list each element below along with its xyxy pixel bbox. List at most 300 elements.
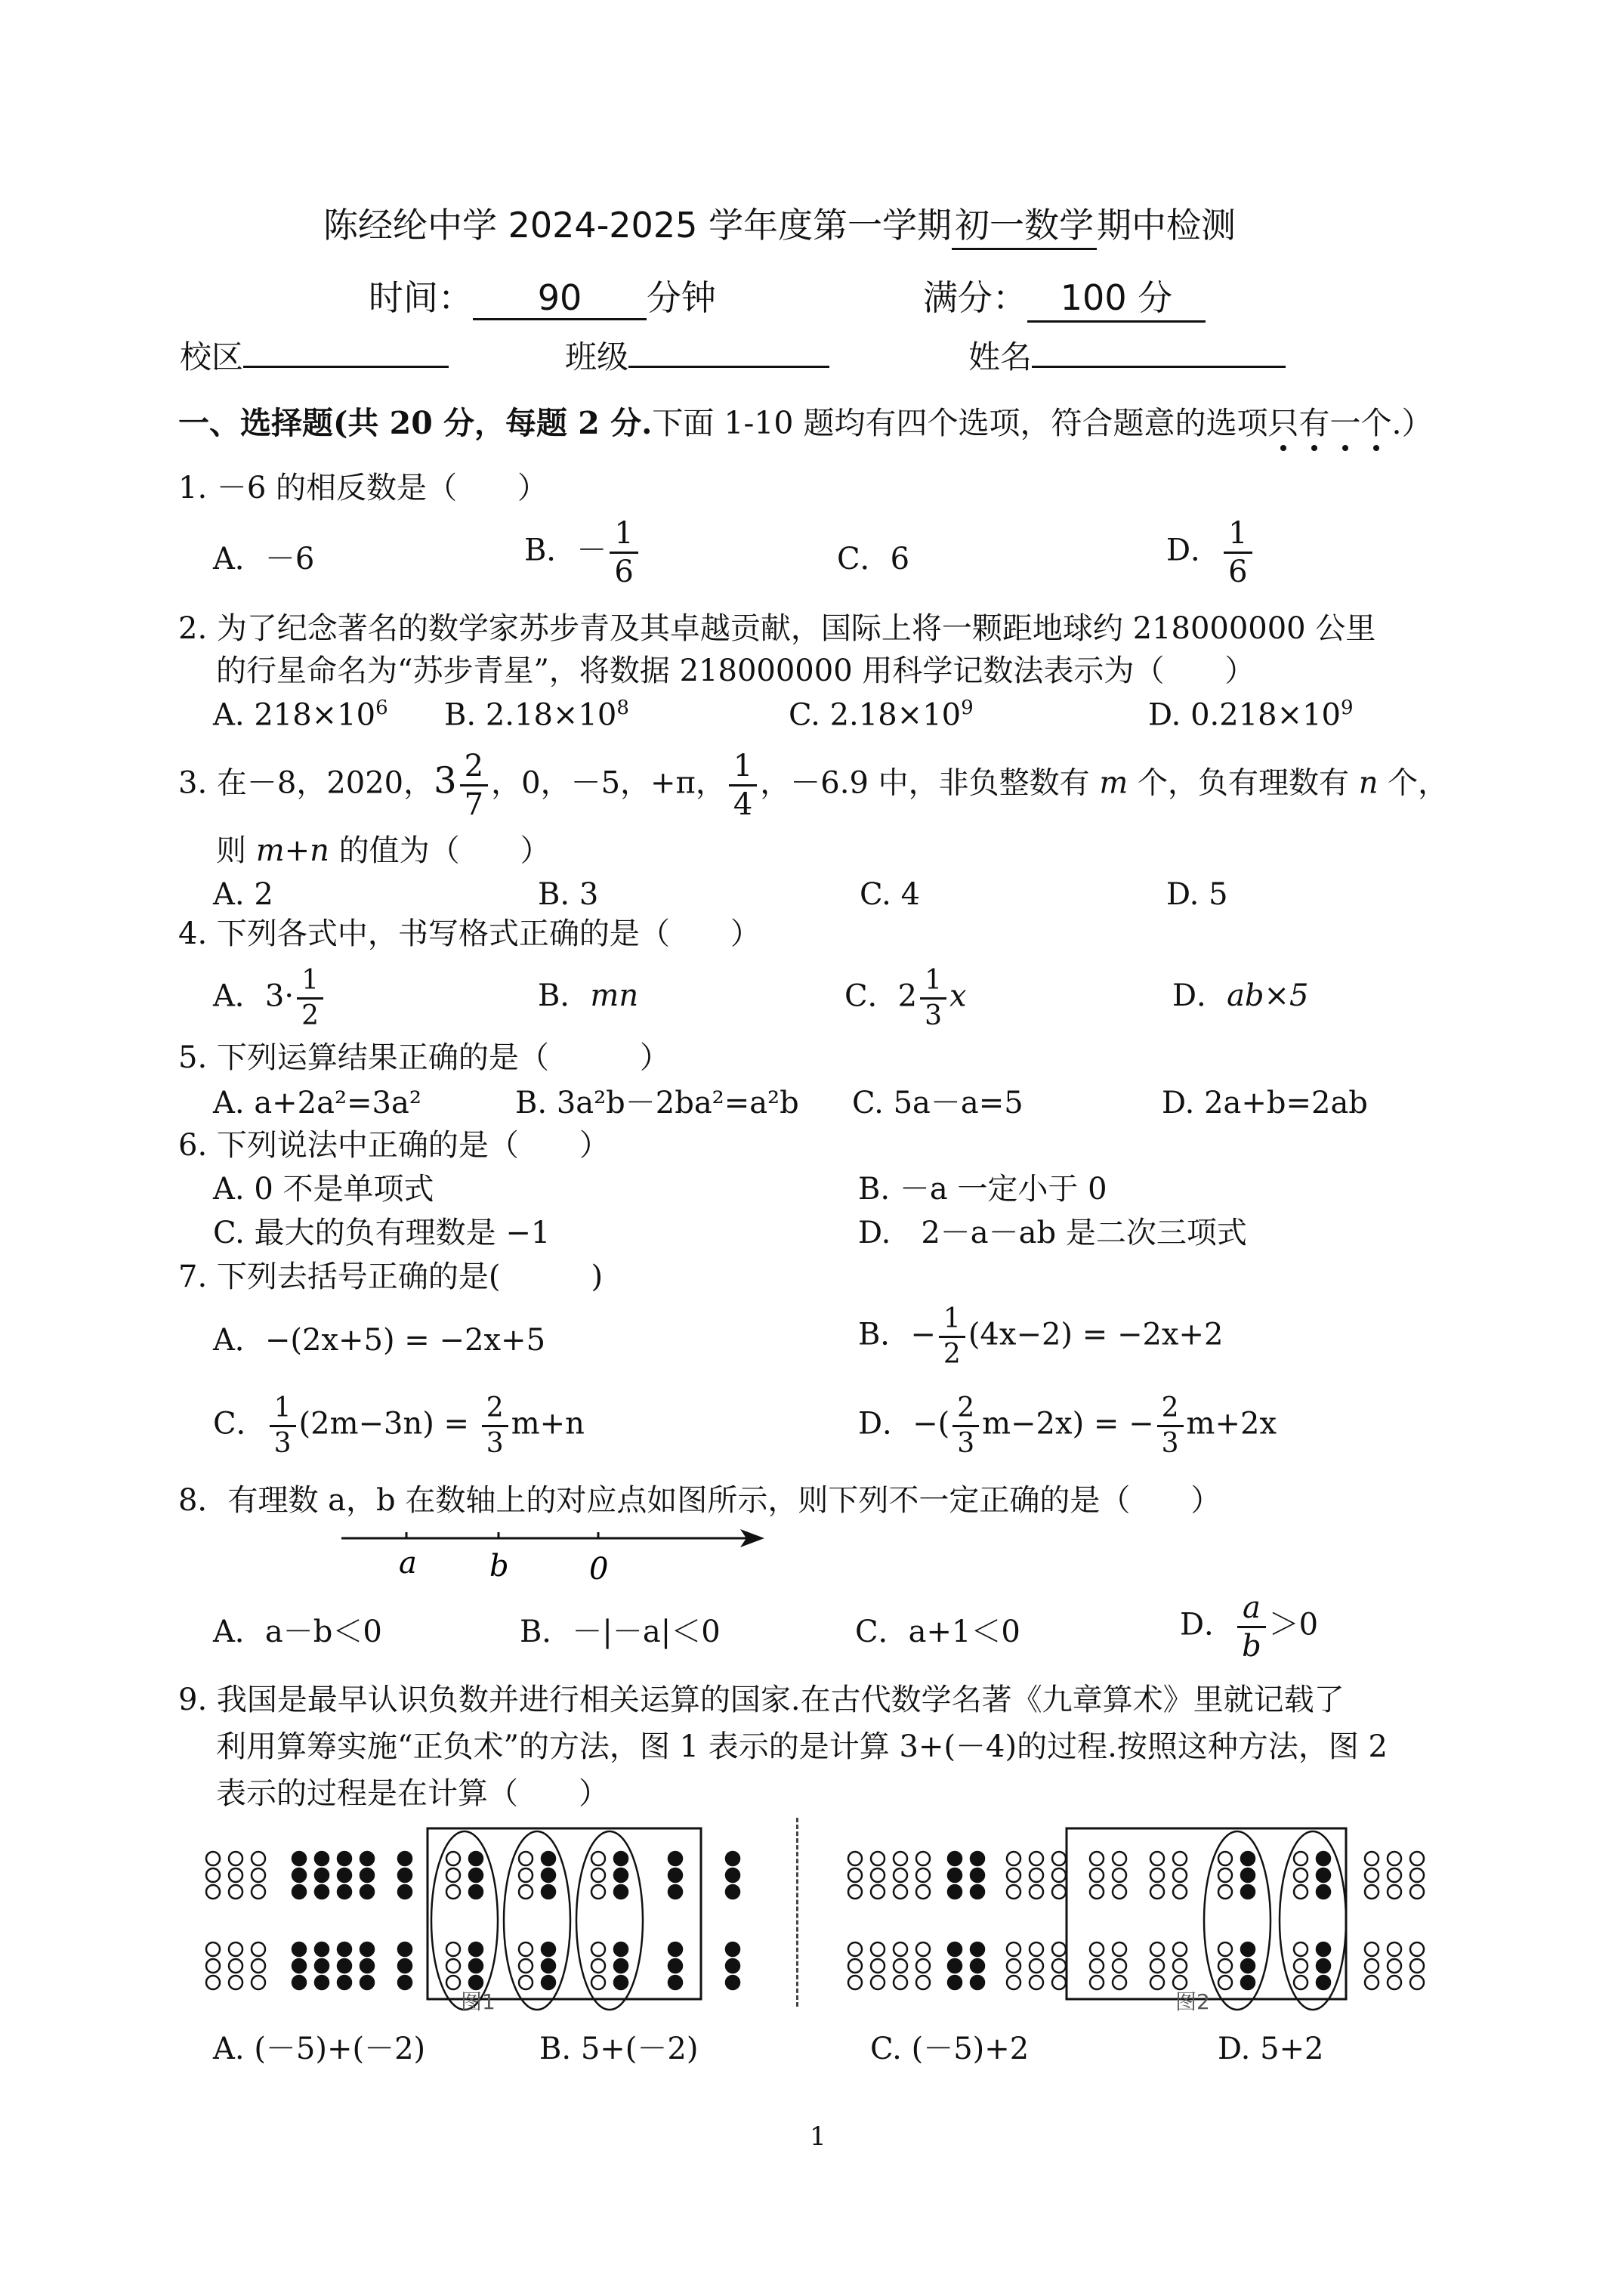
black-counter (542, 1852, 555, 1865)
figure-2-caption: 图2 (1175, 1989, 1210, 2014)
q4-option-c[interactable] (844, 967, 967, 1030)
black-counter (338, 1852, 351, 1865)
white-counter (1052, 1852, 1066, 1865)
white-counter (1007, 1942, 1020, 1956)
numerator: 2 (957, 1392, 975, 1423)
white-counter (1090, 1868, 1104, 1882)
q9-option-a[interactable]: A. (－5)+(－2) (213, 2032, 426, 2066)
q4-option-a[interactable] (213, 967, 326, 1030)
title-suffix: 期中检测 (1096, 205, 1236, 246)
white-counter (1113, 1885, 1126, 1899)
expression: (4x−2) = −2x+2 (968, 1317, 1224, 1352)
black-counter (360, 1942, 374, 1956)
q3-text: 则 (216, 833, 256, 868)
white-counter (1410, 1959, 1424, 1973)
black-counter (948, 1942, 962, 1956)
numerator: 1 (1228, 516, 1248, 551)
q3-text: ，－6.9 中，非负整数有 (760, 765, 1100, 801)
white-counter (1030, 1852, 1043, 1865)
white-counter (871, 1885, 885, 1899)
white-counter (1365, 1976, 1379, 1989)
white-counter (1113, 1976, 1126, 1989)
white-counter (1090, 1959, 1104, 1973)
numerator: 1 (273, 1392, 292, 1423)
black-counter (292, 1885, 306, 1899)
score-label: 满分： (923, 277, 1027, 318)
black-counter (292, 1959, 306, 1973)
white-counter (591, 1942, 605, 1956)
figure-1-caption: 图1 (461, 1989, 496, 2014)
emphasis-char: 个 (1360, 405, 1392, 441)
white-counter (1007, 1976, 1020, 1989)
exponent: 8 (616, 697, 629, 719)
q9-line1: 9. 我国是最早认识负数并进行相关运算的国家.在古代数学名著《九章算术》里就记载了 (178, 1683, 1345, 1717)
black-counter (315, 1976, 329, 1989)
white-counter (1150, 1959, 1164, 1973)
white-counter (1113, 1942, 1126, 1956)
q6-option-d[interactable]: D. 2－a－ab 是二次三项式 (858, 1216, 1247, 1250)
q8-option-c[interactable]: C．a+1＜0 (855, 1615, 1020, 1649)
q3-option-d[interactable]: D. 5 (1166, 877, 1228, 912)
black-counter (469, 1868, 483, 1882)
white-counter (894, 1868, 907, 1882)
black-counter (668, 1942, 682, 1956)
section-heading-end: .） (1391, 405, 1433, 441)
white-counter (446, 1976, 460, 1989)
q1-stem: 1. －6 的相反数是（ ） (178, 471, 548, 505)
black-counter (469, 1959, 483, 1973)
white-counter (1150, 1942, 1164, 1956)
pairing-ellipse (576, 1831, 643, 2010)
option-text: C. 2.18×10 (789, 697, 962, 733)
q6-stem: 6. 下列说法中正确的是（ ） (178, 1128, 610, 1163)
time-value: 90 (473, 277, 647, 320)
white-counter (1173, 1942, 1187, 1956)
numerator: 1 (301, 965, 319, 996)
q2-option-c[interactable] (789, 697, 974, 733)
white-counter (1388, 1885, 1401, 1899)
q1-option-b[interactable] (524, 518, 641, 587)
white-counter (1388, 1959, 1401, 1973)
title-subject: 初一数学 (952, 198, 1097, 250)
q3-text: 3. 在－8，2020， (178, 765, 434, 801)
option-label: C． (213, 1406, 267, 1442)
white-counter (229, 1885, 242, 1899)
q5-stem: 5. 下列运算结果正确的是（ ） (178, 1040, 670, 1075)
black-counter (1317, 1976, 1330, 1989)
q1-option-c[interactable]: C．6 (837, 542, 910, 576)
var-mn: m+n (255, 833, 329, 868)
black-counter (360, 1885, 374, 1899)
exam-title (323, 198, 1236, 250)
black-counter (971, 1976, 984, 1989)
white-counter (229, 1942, 242, 1956)
option-label: D． (1180, 1607, 1235, 1642)
black-counter (726, 1852, 739, 1865)
white-counter (1218, 1959, 1232, 1973)
denominator: 3 (482, 1425, 508, 1457)
black-counter (315, 1959, 329, 1973)
q8-option-a[interactable]: A．a－b＜0 (213, 1615, 382, 1649)
page-number: 1 (810, 2121, 826, 2152)
option-text: D. 0.218×10 (1148, 697, 1341, 733)
white-counter (1410, 1885, 1424, 1899)
q7-option-d[interactable] (858, 1392, 1277, 1459)
white-counter (871, 1959, 885, 1973)
white-counter (446, 1959, 460, 1973)
emphasis-char: 只 (1267, 405, 1299, 441)
q9-option-b[interactable]: B. 5+(－2) (539, 2032, 699, 2066)
q2-option-b[interactable] (444, 697, 629, 733)
numerator: 2 (464, 749, 484, 783)
fraction (460, 751, 488, 820)
score-row (923, 270, 1206, 323)
white-counter (591, 1868, 605, 1882)
numerator: 2 (486, 1392, 504, 1423)
white-counter (916, 1976, 930, 1989)
white-counter (1007, 1868, 1020, 1882)
white-counter (1113, 1852, 1126, 1865)
q8-option-d[interactable] (1180, 1590, 1319, 1664)
fraction (1224, 518, 1252, 587)
white-counter (1388, 1976, 1401, 1989)
black-counter (726, 1868, 739, 1882)
white-counter (206, 1959, 220, 1973)
white-counter (871, 1868, 885, 1882)
score-value: 100 分 (1027, 270, 1206, 323)
expression: m+2x (1186, 1406, 1277, 1442)
black-counter (668, 1852, 682, 1865)
white-counter (252, 1885, 265, 1899)
white-counter (229, 1852, 242, 1865)
white-counter (1218, 1852, 1232, 1865)
white-counter (1388, 1868, 1401, 1882)
white-counter (916, 1868, 930, 1882)
fraction (1237, 1590, 1266, 1664)
black-counter (315, 1852, 329, 1865)
black-counter (469, 1852, 483, 1865)
white-counter (871, 1976, 885, 1989)
numerator: 1 (943, 1303, 961, 1334)
black-counter (360, 1976, 374, 1989)
black-counter (668, 1959, 682, 1973)
white-counter (1388, 1852, 1401, 1865)
black-counter (398, 1976, 412, 1989)
q7-option-c[interactable] (213, 1392, 585, 1459)
white-counter (1410, 1942, 1424, 1956)
white-counter (1090, 1976, 1104, 1989)
q5-option-a[interactable]: A. a+2a²=3a² (213, 1086, 421, 1120)
black-counter (360, 1852, 374, 1865)
white-counter (1052, 1942, 1066, 1956)
white-counter (519, 1852, 533, 1865)
white-counter (1218, 1942, 1232, 1956)
q9-option-d[interactable]: D. 5+2 (1218, 2032, 1324, 2066)
q3-option-c[interactable]: C. 4 (860, 877, 921, 912)
time-label: 时间： (369, 277, 473, 318)
mixed-whole: 3 (434, 759, 457, 802)
black-counter (1317, 1885, 1330, 1899)
q2-line2: 的行星命名为“苏步青星”，将数据 218000000 用科学记数法表示为（ ） (216, 654, 1255, 688)
white-counter (1365, 1959, 1379, 1973)
expression: ＞0 (1268, 1607, 1319, 1642)
black-counter (292, 1976, 306, 1989)
black-counter (338, 1868, 351, 1882)
white-counter (1113, 1868, 1126, 1882)
counting-rod-figure-2 (840, 1813, 1444, 2032)
q3-line2 (216, 833, 551, 868)
black-counter (726, 1885, 739, 1899)
white-counter (894, 1942, 907, 1956)
white-counter (1052, 1868, 1066, 1882)
option-label: D．−( (858, 1406, 950, 1442)
white-counter (1218, 1976, 1232, 1989)
white-counter (446, 1852, 460, 1865)
black-counter (315, 1885, 329, 1899)
q8-option-b[interactable]: B．－|－a|＜0 (520, 1615, 721, 1649)
title-school: 陈经纶中学 2024-2025 学年度第一学期 (323, 205, 952, 246)
q9-line3: 表示的过程是在计算（ ） (216, 1776, 609, 1811)
name-label: 姓名 (968, 338, 1033, 375)
white-counter (1173, 1852, 1187, 1865)
white-counter (1030, 1885, 1043, 1899)
denominator: 6 (1224, 552, 1252, 587)
white-counter (446, 1942, 460, 1956)
black-counter (948, 1868, 962, 1882)
white-counter (591, 1852, 605, 1865)
numerator: 1 (733, 749, 753, 783)
black-counter (315, 1942, 329, 1956)
black-counter (469, 1885, 483, 1899)
white-counter (1294, 1976, 1308, 1989)
expression: ab×5 (1227, 978, 1309, 1013)
name-row (968, 332, 1286, 378)
q3-option-b[interactable]: B. 3 (538, 877, 599, 912)
pairing-ellipse (431, 1831, 498, 2010)
white-counter (1294, 1942, 1308, 1956)
emphasis-char: 一 (1329, 405, 1361, 441)
white-counter (206, 1942, 220, 1956)
white-counter (1173, 1959, 1187, 1973)
q5-option-b[interactable]: B. 3a²b－2ba²=a²b (515, 1086, 799, 1120)
black-counter (614, 1868, 628, 1882)
white-counter (229, 1959, 242, 1973)
white-counter (206, 1852, 220, 1865)
white-counter (1173, 1885, 1187, 1899)
white-counter (1365, 1852, 1379, 1865)
q7-option-a[interactable]: A．−(2x+5) = −2x+5 (213, 1323, 546, 1358)
fraction (297, 967, 323, 1030)
black-counter (398, 1942, 412, 1956)
white-counter (1218, 1885, 1232, 1899)
denominator: 6 (610, 552, 638, 587)
expression: (2m−3n) = (298, 1406, 479, 1442)
q4-option-d[interactable] (1172, 978, 1309, 1013)
white-counter (848, 1885, 862, 1899)
q9-line2: 利用算筹实施“正负术”的方法，图 1 表示的是计算 3+(－4)的过程.按照这种方法，图 2 (216, 1729, 1388, 1764)
white-counter (206, 1868, 220, 1882)
expression: m−2x) = − (982, 1406, 1154, 1442)
q3-line1 (178, 751, 1448, 820)
option-label: C．2 (844, 978, 918, 1014)
white-counter (1052, 1959, 1066, 1973)
white-counter (519, 1885, 533, 1899)
denominator: 2 (939, 1336, 965, 1368)
q3-option-a[interactable]: A. 2 (213, 877, 273, 912)
white-counter (1007, 1885, 1020, 1899)
black-counter (726, 1942, 739, 1956)
black-counter (338, 1885, 351, 1899)
black-counter (971, 1852, 984, 1865)
white-counter (1030, 1942, 1043, 1956)
q3-text: 的值为（ ） (329, 833, 551, 868)
fraction (939, 1303, 965, 1370)
time-row (369, 270, 716, 320)
white-counter (519, 1942, 533, 1956)
section-heading-text: 下面 1-10 题均有四个选项，符合题意的选项 (652, 405, 1268, 441)
black-counter (1317, 1959, 1330, 1973)
q5-option-d[interactable]: D. 2a+b=2ab (1162, 1086, 1368, 1120)
black-counter (292, 1852, 306, 1865)
var-m: m (1099, 765, 1128, 801)
black-counter (542, 1942, 555, 1956)
black-counter (668, 1885, 682, 1899)
white-counter (1150, 1885, 1164, 1899)
exponent: 9 (1341, 697, 1354, 719)
white-counter (1150, 1976, 1164, 1989)
q6-option-c[interactable]: C. 最大的负有理数是 −1 (213, 1216, 551, 1250)
fraction (482, 1392, 508, 1459)
option-label: B．− (858, 1317, 936, 1352)
white-counter (848, 1942, 862, 1956)
black-counter (1317, 1868, 1330, 1882)
black-counter (542, 1959, 555, 1973)
black-counter (1317, 1942, 1330, 1956)
white-counter (1294, 1852, 1308, 1865)
expression: mn (590, 978, 639, 1013)
white-counter (252, 1942, 265, 1956)
class-label: 班级 (565, 338, 629, 375)
q7-option-b[interactable] (858, 1303, 1224, 1370)
white-counter (206, 1976, 220, 1989)
white-counter (206, 1885, 220, 1899)
black-counter (1241, 1959, 1255, 1973)
black-counter (614, 1942, 628, 1956)
q1-option-d[interactable] (1166, 518, 1255, 587)
black-counter (1241, 1885, 1255, 1899)
var-n: n (1358, 765, 1379, 801)
white-counter (1218, 1868, 1232, 1882)
white-counter (446, 1885, 460, 1899)
white-counter (1052, 1976, 1066, 1989)
numerator: 2 (1161, 1392, 1179, 1423)
pairing-ellipse (1204, 1831, 1270, 2010)
q7-stem: 7. 下列去括号正确的是( ) (178, 1259, 604, 1294)
white-counter (1173, 1868, 1187, 1882)
black-counter (292, 1942, 306, 1956)
black-counter (1241, 1868, 1255, 1882)
black-counter (1241, 1852, 1255, 1865)
section-heading-bold: 一、选择题(共 20 分，每题 2 分. (178, 405, 653, 441)
white-counter (519, 1868, 533, 1882)
option-label: B． (538, 978, 591, 1013)
q4-option-b[interactable] (538, 978, 639, 1013)
black-counter (1241, 1976, 1255, 1989)
fraction (920, 967, 946, 1030)
fraction (729, 751, 757, 820)
option-text: A. 218×10 (213, 697, 376, 733)
black-counter (614, 1852, 628, 1865)
white-counter (916, 1852, 930, 1865)
white-counter (252, 1976, 265, 1989)
numerator: 1 (925, 965, 942, 996)
white-counter (848, 1976, 862, 1989)
white-counter (229, 1976, 242, 1989)
black-counter (668, 1976, 682, 1989)
denominator: 3 (920, 997, 946, 1030)
q6-option-b[interactable]: B. －a 一定小于 0 (858, 1172, 1107, 1207)
q8-stem: 8．有理数 a，b 在数轴上的对应点如图所示，则下列不一定正确的是（ ） (178, 1483, 1221, 1518)
black-counter (614, 1885, 628, 1899)
white-counter (1007, 1959, 1020, 1973)
white-counter (894, 1885, 907, 1899)
denominator: 7 (460, 784, 488, 820)
q9-option-c[interactable]: C. (－5)+2 (870, 2032, 1030, 2066)
fraction (952, 1392, 979, 1459)
name-blank[interactable] (1032, 366, 1286, 368)
class-row (565, 332, 829, 378)
option-label: A．3· (213, 978, 295, 1014)
white-counter (1294, 1868, 1308, 1882)
white-counter (1294, 1959, 1308, 1973)
axis-label-zero: 0 (589, 1552, 609, 1587)
expression: m+n (511, 1406, 585, 1442)
axis-label-a: a (399, 1546, 417, 1581)
number-line (332, 1519, 770, 1602)
denominator: b (1237, 1626, 1266, 1661)
q1-option-a[interactable]: A．－6 (213, 542, 315, 576)
option-label: B．－ (524, 533, 607, 568)
q4-stem: 4. 下列各式中，书写格式正确的是（ ） (178, 916, 761, 951)
q2-option-a[interactable] (213, 697, 388, 733)
white-counter (1294, 1885, 1308, 1899)
fraction (610, 518, 638, 587)
campus-blank[interactable] (243, 366, 449, 368)
white-counter (894, 1852, 907, 1865)
white-counter (1150, 1852, 1164, 1865)
q5-option-c[interactable]: C. 5a－a=5 (852, 1086, 1023, 1120)
q2-option-d[interactable] (1148, 697, 1354, 733)
white-counter (848, 1959, 862, 1973)
campus-label: 校区 (180, 338, 244, 375)
white-counter (1410, 1852, 1424, 1865)
black-counter (948, 1976, 962, 1989)
class-blank[interactable] (628, 366, 829, 368)
denominator: 3 (270, 1425, 296, 1457)
white-counter (1052, 1885, 1066, 1899)
q6-option-a[interactable]: A. 0 不是单项式 (213, 1172, 434, 1207)
black-counter (469, 1942, 483, 1956)
white-counter (252, 1959, 265, 1973)
exponent: 9 (961, 697, 974, 719)
section-heading (178, 405, 1433, 441)
white-counter (519, 1976, 533, 1989)
black-counter (948, 1852, 962, 1865)
white-counter (1150, 1868, 1164, 1882)
white-counter (848, 1868, 862, 1882)
q3-text: 个， (1378, 765, 1449, 801)
white-counter (1030, 1868, 1043, 1882)
